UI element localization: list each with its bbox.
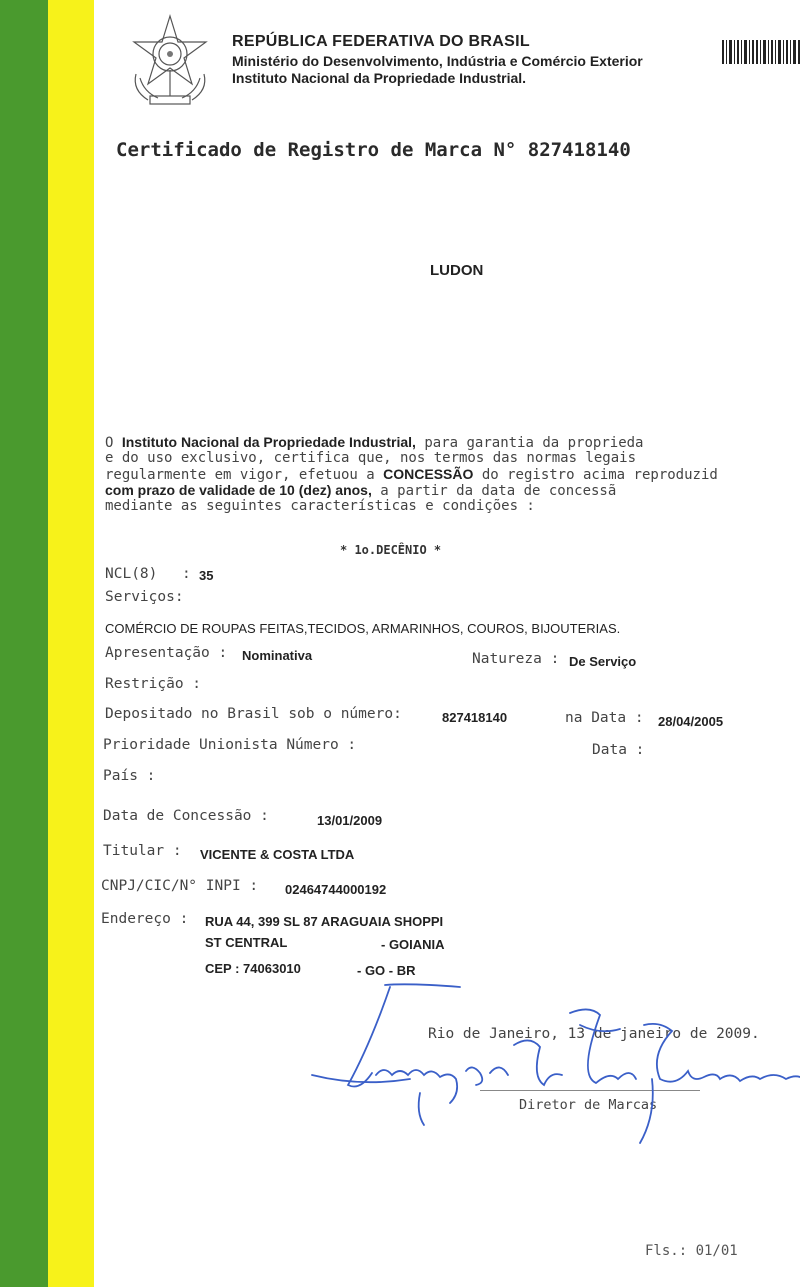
- endereco-line-2a: ST CENTRAL: [205, 935, 288, 950]
- concessao-value: 13/01/2009: [317, 813, 383, 828]
- yellow-border-stripe: [48, 0, 94, 1287]
- decenio-label: * 1o.DECÊNIO *: [340, 543, 442, 557]
- services-label: Serviços:: [105, 589, 184, 605]
- endereco-label: Endereço :: [101, 911, 189, 927]
- body-line-2: e do uso exclusivo, certifica que, nos termos das normas legais: [105, 450, 637, 466]
- endereco-line-2b: - GOIANIA: [381, 937, 445, 952]
- barcode-icon: [722, 40, 800, 64]
- ncl-label: NCL(8): [105, 566, 158, 582]
- certificate-title: Certificado de Registro de Marca N° 827418140: [116, 139, 631, 161]
- body-line-4: com prazo de validade de 10 (dez) anos, a partir da data de concessã: [105, 482, 617, 499]
- folio-number: Fls.: 01/01: [645, 1243, 738, 1259]
- body-line-3: regularmente em vigor, efetuou a CONCESSÃO do registro acima reproduzid: [105, 466, 718, 483]
- endereco-line-1: RUA 44, 399 SL 87 ARAGUAIA SHOPPI: [205, 914, 444, 929]
- header-ministry: Ministério do Desenvolvimento, Indústria e Comércio Exterior: [232, 53, 643, 69]
- place-and-date: Rio de Janeiro, 13 de janeiro de 2009.: [428, 1026, 760, 1042]
- endereco-line-3a: CEP : 74063010: [205, 961, 301, 976]
- trademark-name: LUDON: [430, 262, 484, 279]
- handwritten-signature: [300, 975, 800, 1155]
- cnpj-label: CNPJ/CIC/N° INPI :: [101, 878, 259, 894]
- natureza-label: Natureza :: [472, 651, 560, 667]
- titular-value: VICENTE & COSTA LTDA: [200, 847, 355, 862]
- titular-label: Titular :: [103, 843, 182, 859]
- header-institute: Instituto Nacional da Propriedade Industrial.: [232, 70, 527, 86]
- depositado-label: Depositado no Brasil sob o número:: [105, 706, 402, 722]
- header-country: REPÚBLICA FEDERATIVA DO BRASIL: [232, 33, 530, 50]
- natureza-value: De Serviço: [569, 654, 637, 669]
- cnpj-value: 02464744000192: [285, 882, 387, 897]
- concessao-label: Data de Concessão :: [103, 808, 269, 824]
- restricao-label: Restrição :: [105, 676, 202, 692]
- body-line-1: O Instituto Nacional da Propriedade Industrial, para garantia da proprieda: [105, 434, 644, 451]
- body-line-5: mediante as seguintes características e condições :: [105, 498, 535, 514]
- pais-label: País :: [103, 768, 156, 784]
- endereco-line-3b: - GO - BR: [357, 963, 416, 978]
- prioridade-label: Prioridade Unionista Número :: [103, 737, 357, 753]
- ncl-value: 35: [199, 568, 214, 583]
- brazil-coat-of-arms-icon: [124, 12, 216, 110]
- na-data-value: 28/04/2005: [658, 714, 724, 729]
- green-border-stripe: [0, 0, 48, 1287]
- apresentacao-value: Nominativa: [242, 648, 313, 663]
- apresentacao-label: Apresentação :: [105, 645, 228, 661]
- services-value: COMÉRCIO DE ROUPAS FEITAS,TECIDOS, ARMARINHOS, COUROS, BIJOUTERIAS.: [105, 621, 621, 636]
- signatory-role: Diretor de Marcas: [519, 1097, 658, 1113]
- depositado-value: 827418140: [442, 710, 508, 725]
- prioridade-data-label: Data :: [592, 742, 645, 758]
- ncl-colon: :: [182, 566, 191, 582]
- na-data-label: na Data :: [565, 710, 644, 726]
